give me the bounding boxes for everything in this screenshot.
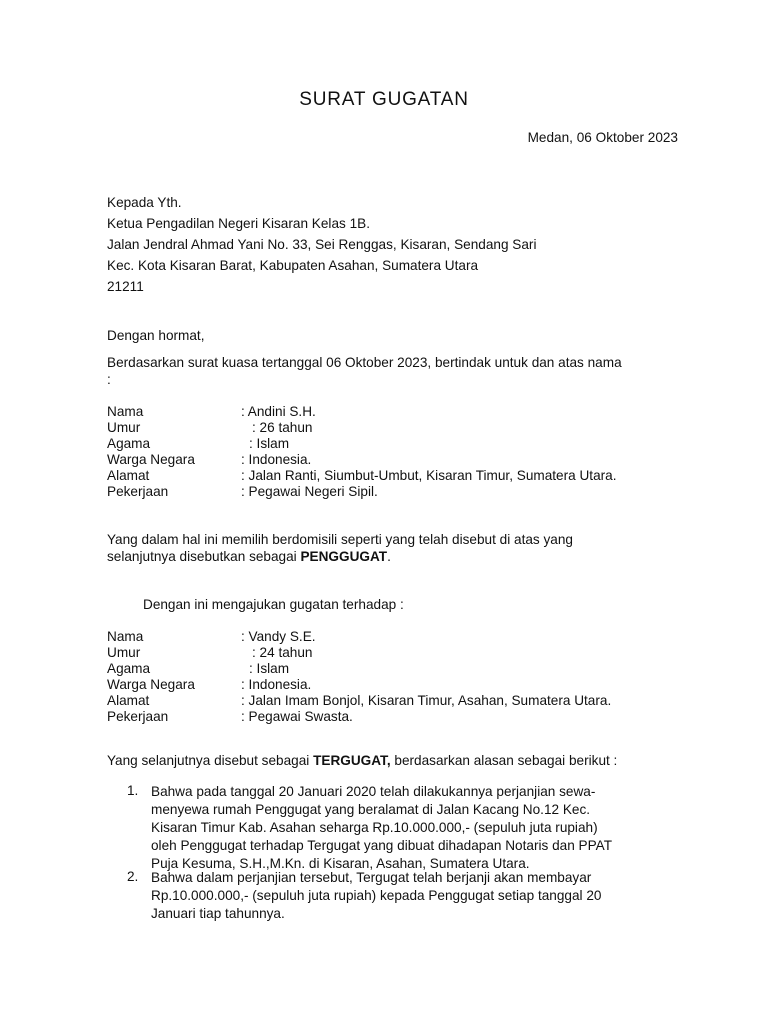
- defendant-label-age: Umur: [107, 645, 141, 660]
- defendant-value-name: : Vandy S.E.: [241, 629, 316, 644]
- defendant-value-address: : Jalan Imam Bonjol, Kisaran Timur, Asahan, Sumatera Utara.: [241, 693, 612, 708]
- defendant-label-religion: Agama: [107, 661, 151, 676]
- defendant-label-address: Alamat: [107, 693, 150, 708]
- greeting: Dengan hormat,: [107, 328, 205, 343]
- recipient-line-2: Ketua Pengadilan Negeri Kisaran Kelas 1B.: [107, 216, 370, 231]
- plaintiff-label-name: Nama: [107, 404, 144, 419]
- plaintiff-label-occupation: Pekerjaan: [107, 484, 169, 499]
- recipient-line-3: Jalan Jendral Ahmad Yani No. 33, Sei Renggas, Kisaran, Sendang Sari: [107, 237, 537, 252]
- plaintiff-label-address: Alamat: [107, 468, 150, 483]
- claim-intro: Dengan ini mengajukan gugatan terhadap :: [143, 597, 404, 612]
- recipient-line-4: Kec. Kota Kisaran Barat, Kabupaten Asahan, Sumatera Utara: [107, 258, 479, 273]
- defendant-value-age: : 24 tahun: [252, 645, 313, 660]
- plaintiff-label-age: Umur: [107, 420, 141, 435]
- intro-line-2: :: [107, 372, 111, 387]
- defendant-value-nationality: : Indonesia.: [241, 677, 312, 692]
- plaintiff-value-address: : Jalan Ranti, Siumbut-Umbut, Kisaran Timur, Sumatera Utara.: [241, 468, 617, 483]
- reason-text: Bahwa pada tanggal 20 Januari 2020 telah dilakukannya perjanjian sewa- menyewa rumah Penggugat yang beralamat di Jalan Kacang No.12 Kec. Kisaran Timur Kab. Asahan seharga Rp.10.000.000,- (sepuluh juta rupiah) oleh Penggugat terhadap Tergugat yang dibuat dihadapan Notaris dan PPAT Puja Kesuma, S.H.,M.Kn. di Kisaran, Asahan, Sumatera Utara.: [151, 784, 613, 871]
- domicile-line-1: Yang dalam hal ini memilih berdomisili seperti yang telah disebut di atas yang: [107, 532, 573, 547]
- reason-number: 1.: [127, 783, 139, 798]
- letter-title: SURAT GUGATAN: [299, 89, 469, 110]
- reason-number: 2.: [127, 869, 139, 884]
- plaintiff-value-religion: : Islam: [249, 436, 290, 451]
- defendant-label-nationality: Warga Negara: [107, 677, 195, 692]
- reason-text: Bahwa dalam perjanjian tersebut, Tergugat telah berjanji akan membayar Rp.10.000.000,- (sepuluh juta rupiah) kepada Penggugat setiap tanggal 20 Januari tiap tahunnya.: [151, 870, 602, 921]
- reason-item: [107, 783, 687, 873]
- letter-date: Medan, 06 Oktober 2023: [527, 130, 678, 145]
- plaintiff-value-age: : 26 tahun: [252, 420, 313, 435]
- plaintiff-value-name: : Andini S.H.: [241, 404, 316, 419]
- defendant-value-religion: : Islam: [249, 661, 290, 676]
- domicile-line-2: selanjutnya disebutkan sebagai PENGGUGAT.: [107, 549, 391, 564]
- plaintiff-term: PENGGUGAT: [300, 549, 388, 564]
- plaintiff-label-nationality: Warga Negara: [107, 452, 195, 467]
- reason-intro: Yang selanjutnya disebut sebagai TERGUGAT, berdasarkan alasan sebagai berikut :: [107, 753, 618, 768]
- recipient-line-1: Kepada Yth.: [107, 195, 182, 210]
- intro-line-1: Berdasarkan surat kuasa tertanggal 06 Oktober 2023, bertindak untuk dan atas nama: [107, 355, 622, 370]
- plaintiff-label-religion: Agama: [107, 436, 151, 451]
- defendant-label-name: Nama: [107, 629, 144, 644]
- defendant-value-occupation: : Pegawai Swasta.: [241, 709, 353, 724]
- plaintiff-value-nationality: : Indonesia.: [241, 452, 312, 467]
- defendant-term: TERGUGAT,: [313, 753, 391, 768]
- defendant-label-occupation: Pekerjaan: [107, 709, 169, 724]
- recipient-line-5: 21211: [107, 279, 144, 294]
- reason-item: [107, 869, 687, 925]
- plaintiff-value-occupation: : Pegawai Negeri Sipil.: [241, 484, 378, 499]
